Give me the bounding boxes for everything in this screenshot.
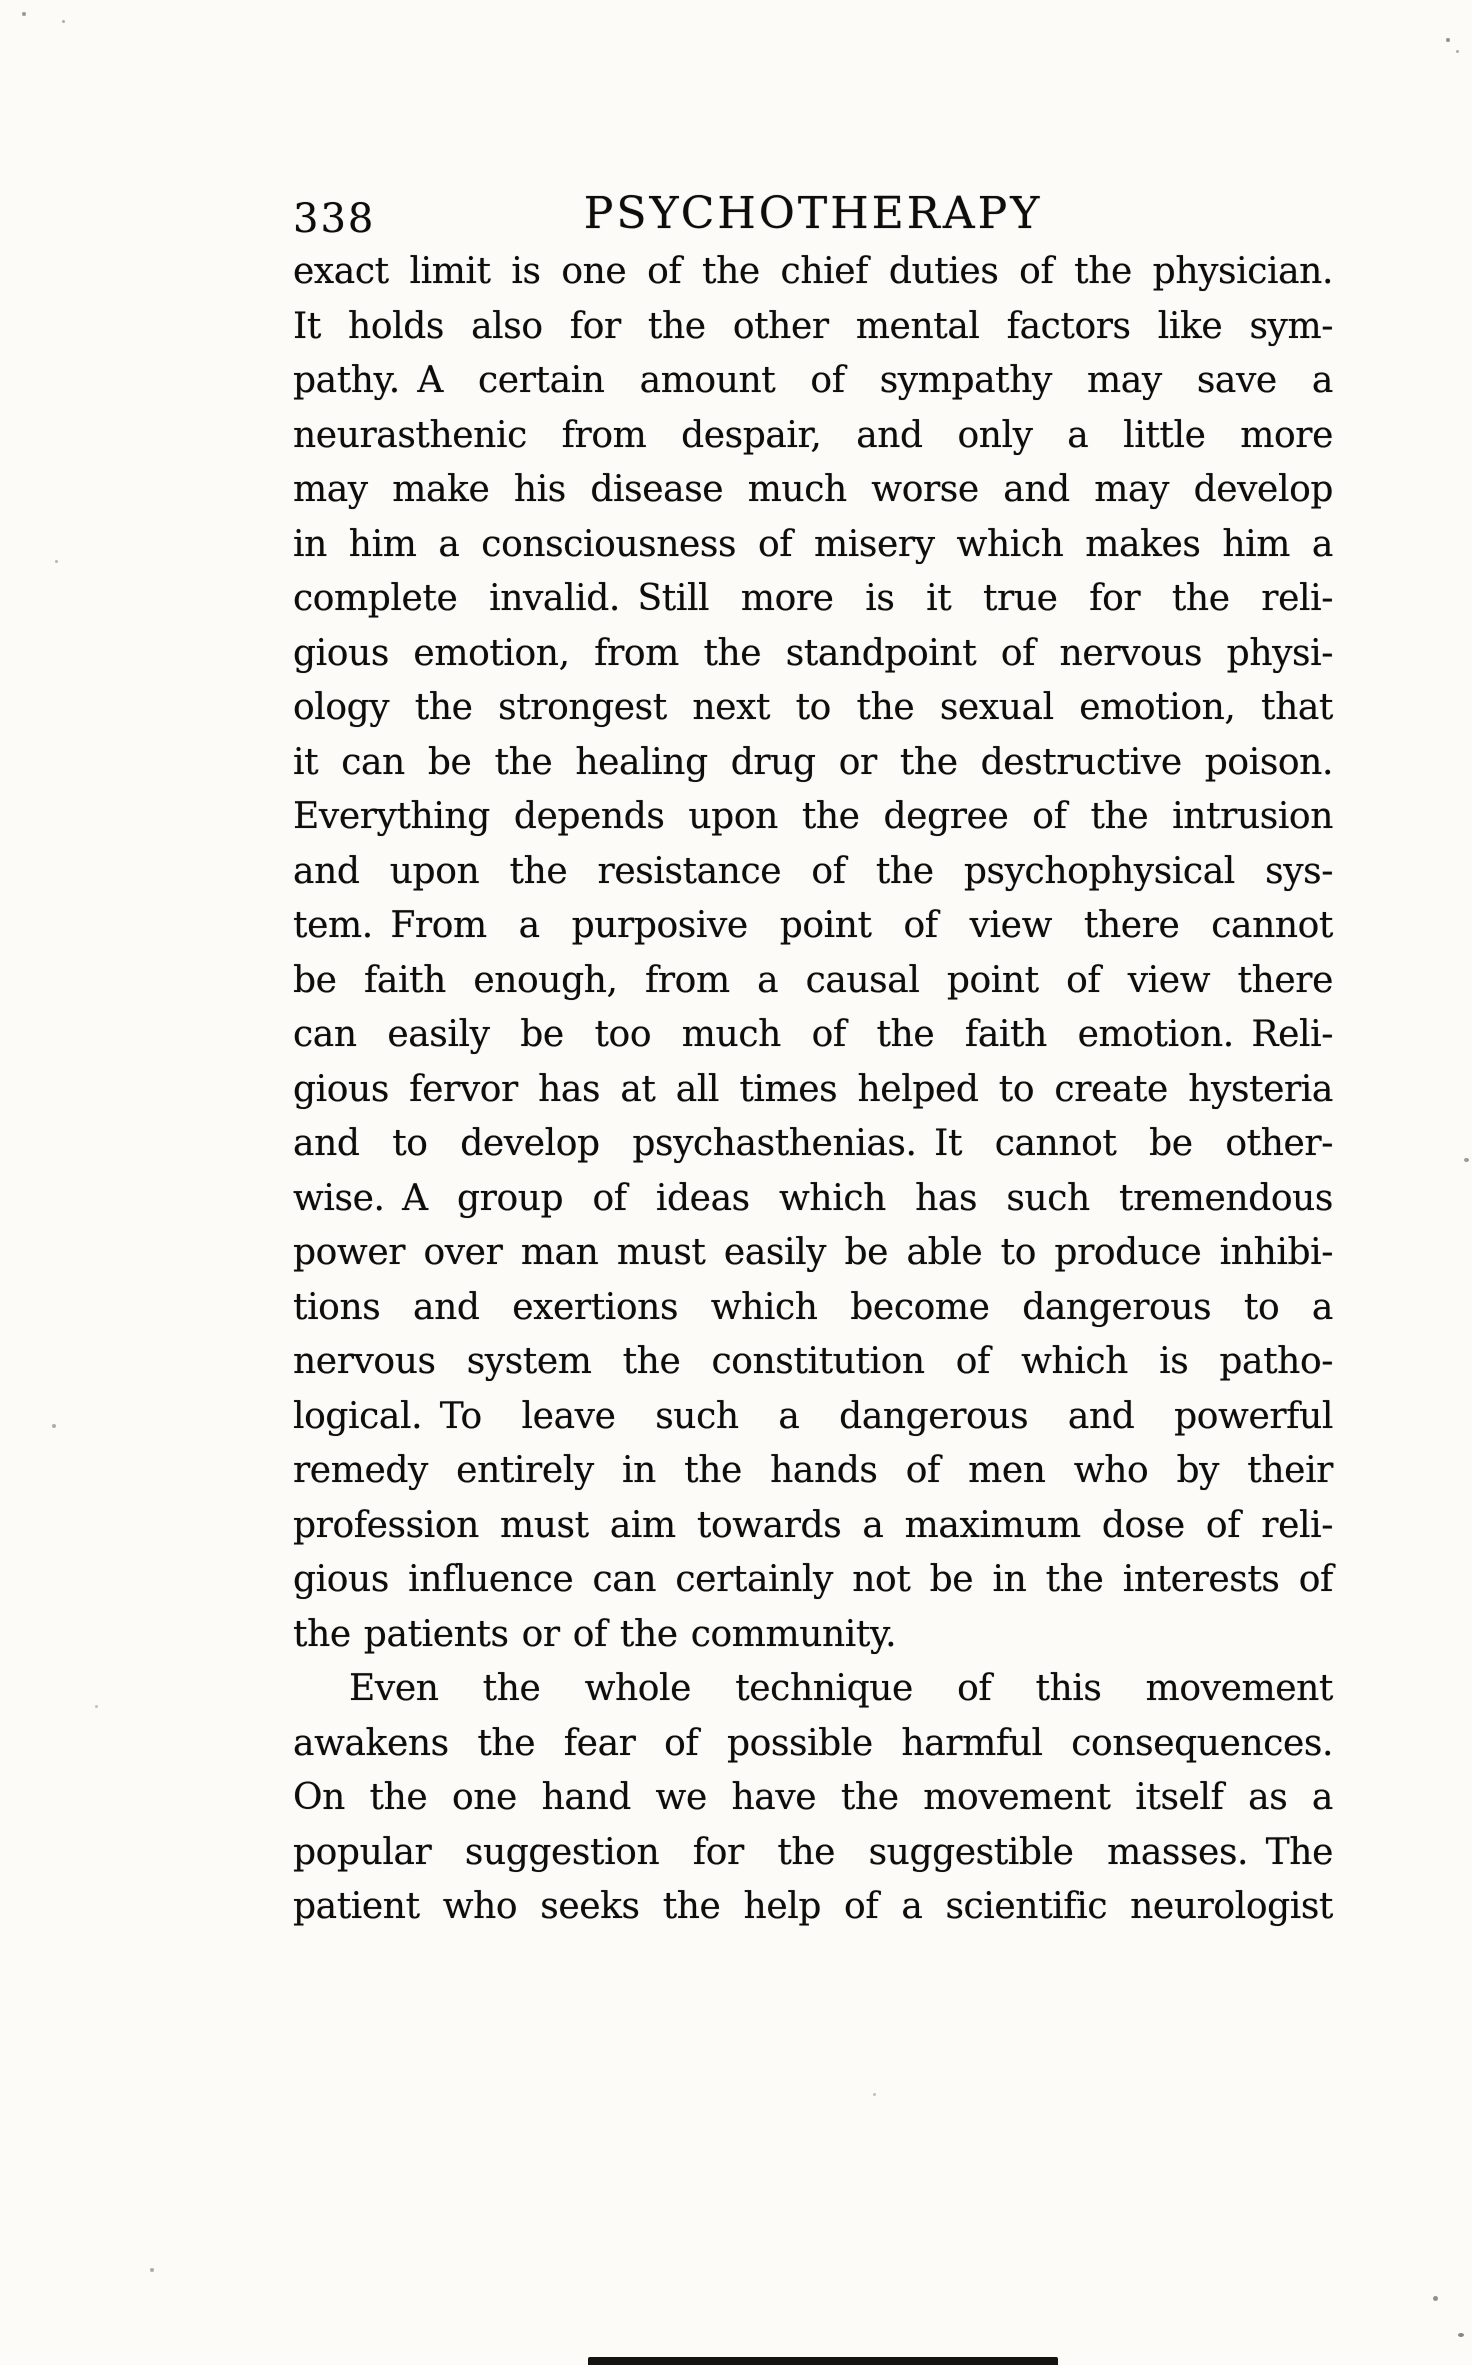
text-line: tem. From a purposive point of view there cannot [293,905,1333,946]
scan-speckle [52,1424,56,1428]
text-line: patient who seeks the help of a scientific neurologist [293,1886,1333,1927]
scan-speckle [62,20,65,23]
scan-speckle [1464,1158,1469,1162]
text-line: nervous system the constitution of which is patho- [293,1341,1333,1382]
scan-speckle [1446,38,1450,42]
text-line: awakens the fear of possible harmful consequences. [293,1722,1333,1764]
text-line: it can be the healing drug or the destructive poison. [293,741,1333,783]
running-title: PSYCHOTHERAPY [583,188,1043,239]
text-line: ology the strongest next to the sexual emotion, that [293,687,1333,728]
scan-speckle [1458,2333,1464,2337]
text-line: complete invalid. Still more is it true for the reli- [293,578,1333,619]
text-line: tions and exertions which become dangerous to a [293,1286,1333,1328]
text-line: profession must aim towards a maximum dose of reli- [293,1504,1333,1546]
text-line: the patients or of the community. [293,1613,897,1655]
running-head [293,188,1333,248]
text-line: Even the whole technique of this movement [349,1668,1333,1709]
text-line: and to develop psychasthenias. It cannot be other- [293,1123,1333,1164]
text-line: power over man must easily be able to produce inhibi- [293,1232,1333,1273]
text-line: remedy entirely in the hands of men who by their [293,1450,1333,1491]
text-line: be faith enough, from a causal point of view there [293,959,1333,1001]
text-line: popular suggestion for the suggestible masses. The [293,1831,1333,1873]
scan-speckle [150,2268,154,2272]
page-text [293,245,1333,1935]
text-line: exact limit is one of the chief duties of the physician. [293,251,1333,292]
paragraph [293,1662,1333,1935]
text-line: It holds also for the other mental factors like sym- [293,305,1333,347]
text-line: may make his disease much worse and may develop [293,469,1333,510]
scan-speckle [1433,2296,1438,2301]
text-line: can easily be too much of the faith emotion. Reli- [293,1014,1333,1055]
text-line: wise. A group of ideas which has such tremendous [293,1177,1333,1219]
text-line: pathy. A certain amount of sympathy may save a [293,360,1333,401]
scan-speckle [22,12,26,16]
scan-edge-artifact [588,2357,1058,2365]
page-number: 338 [293,196,376,242]
text-line: gious emotion, from the standpoint of nervous physi- [293,632,1333,674]
text-line: gious fervor has at all times helped to create hysteria [293,1068,1333,1110]
text-line: logical. To leave such a dangerous and powerful [293,1395,1333,1437]
text-line: neurasthenic from despair, and only a little more [293,414,1333,456]
scan-speckle [1456,50,1459,53]
scan-speckle [95,1705,98,1708]
text-line: On the one hand we have the movement itself as a [293,1777,1333,1818]
scan-speckle [873,2093,876,2096]
paragraph [293,245,1333,1662]
text-line: Everything depends upon the degree of the intrusion [293,796,1333,837]
text-line: and upon the resistance of the psychophysical sys- [293,850,1333,892]
scan-speckle [55,560,58,563]
text-line: gious influence can certainly not be in the interests of [293,1559,1333,1600]
text-line: in him a consciousness of misery which makes him a [293,523,1333,565]
